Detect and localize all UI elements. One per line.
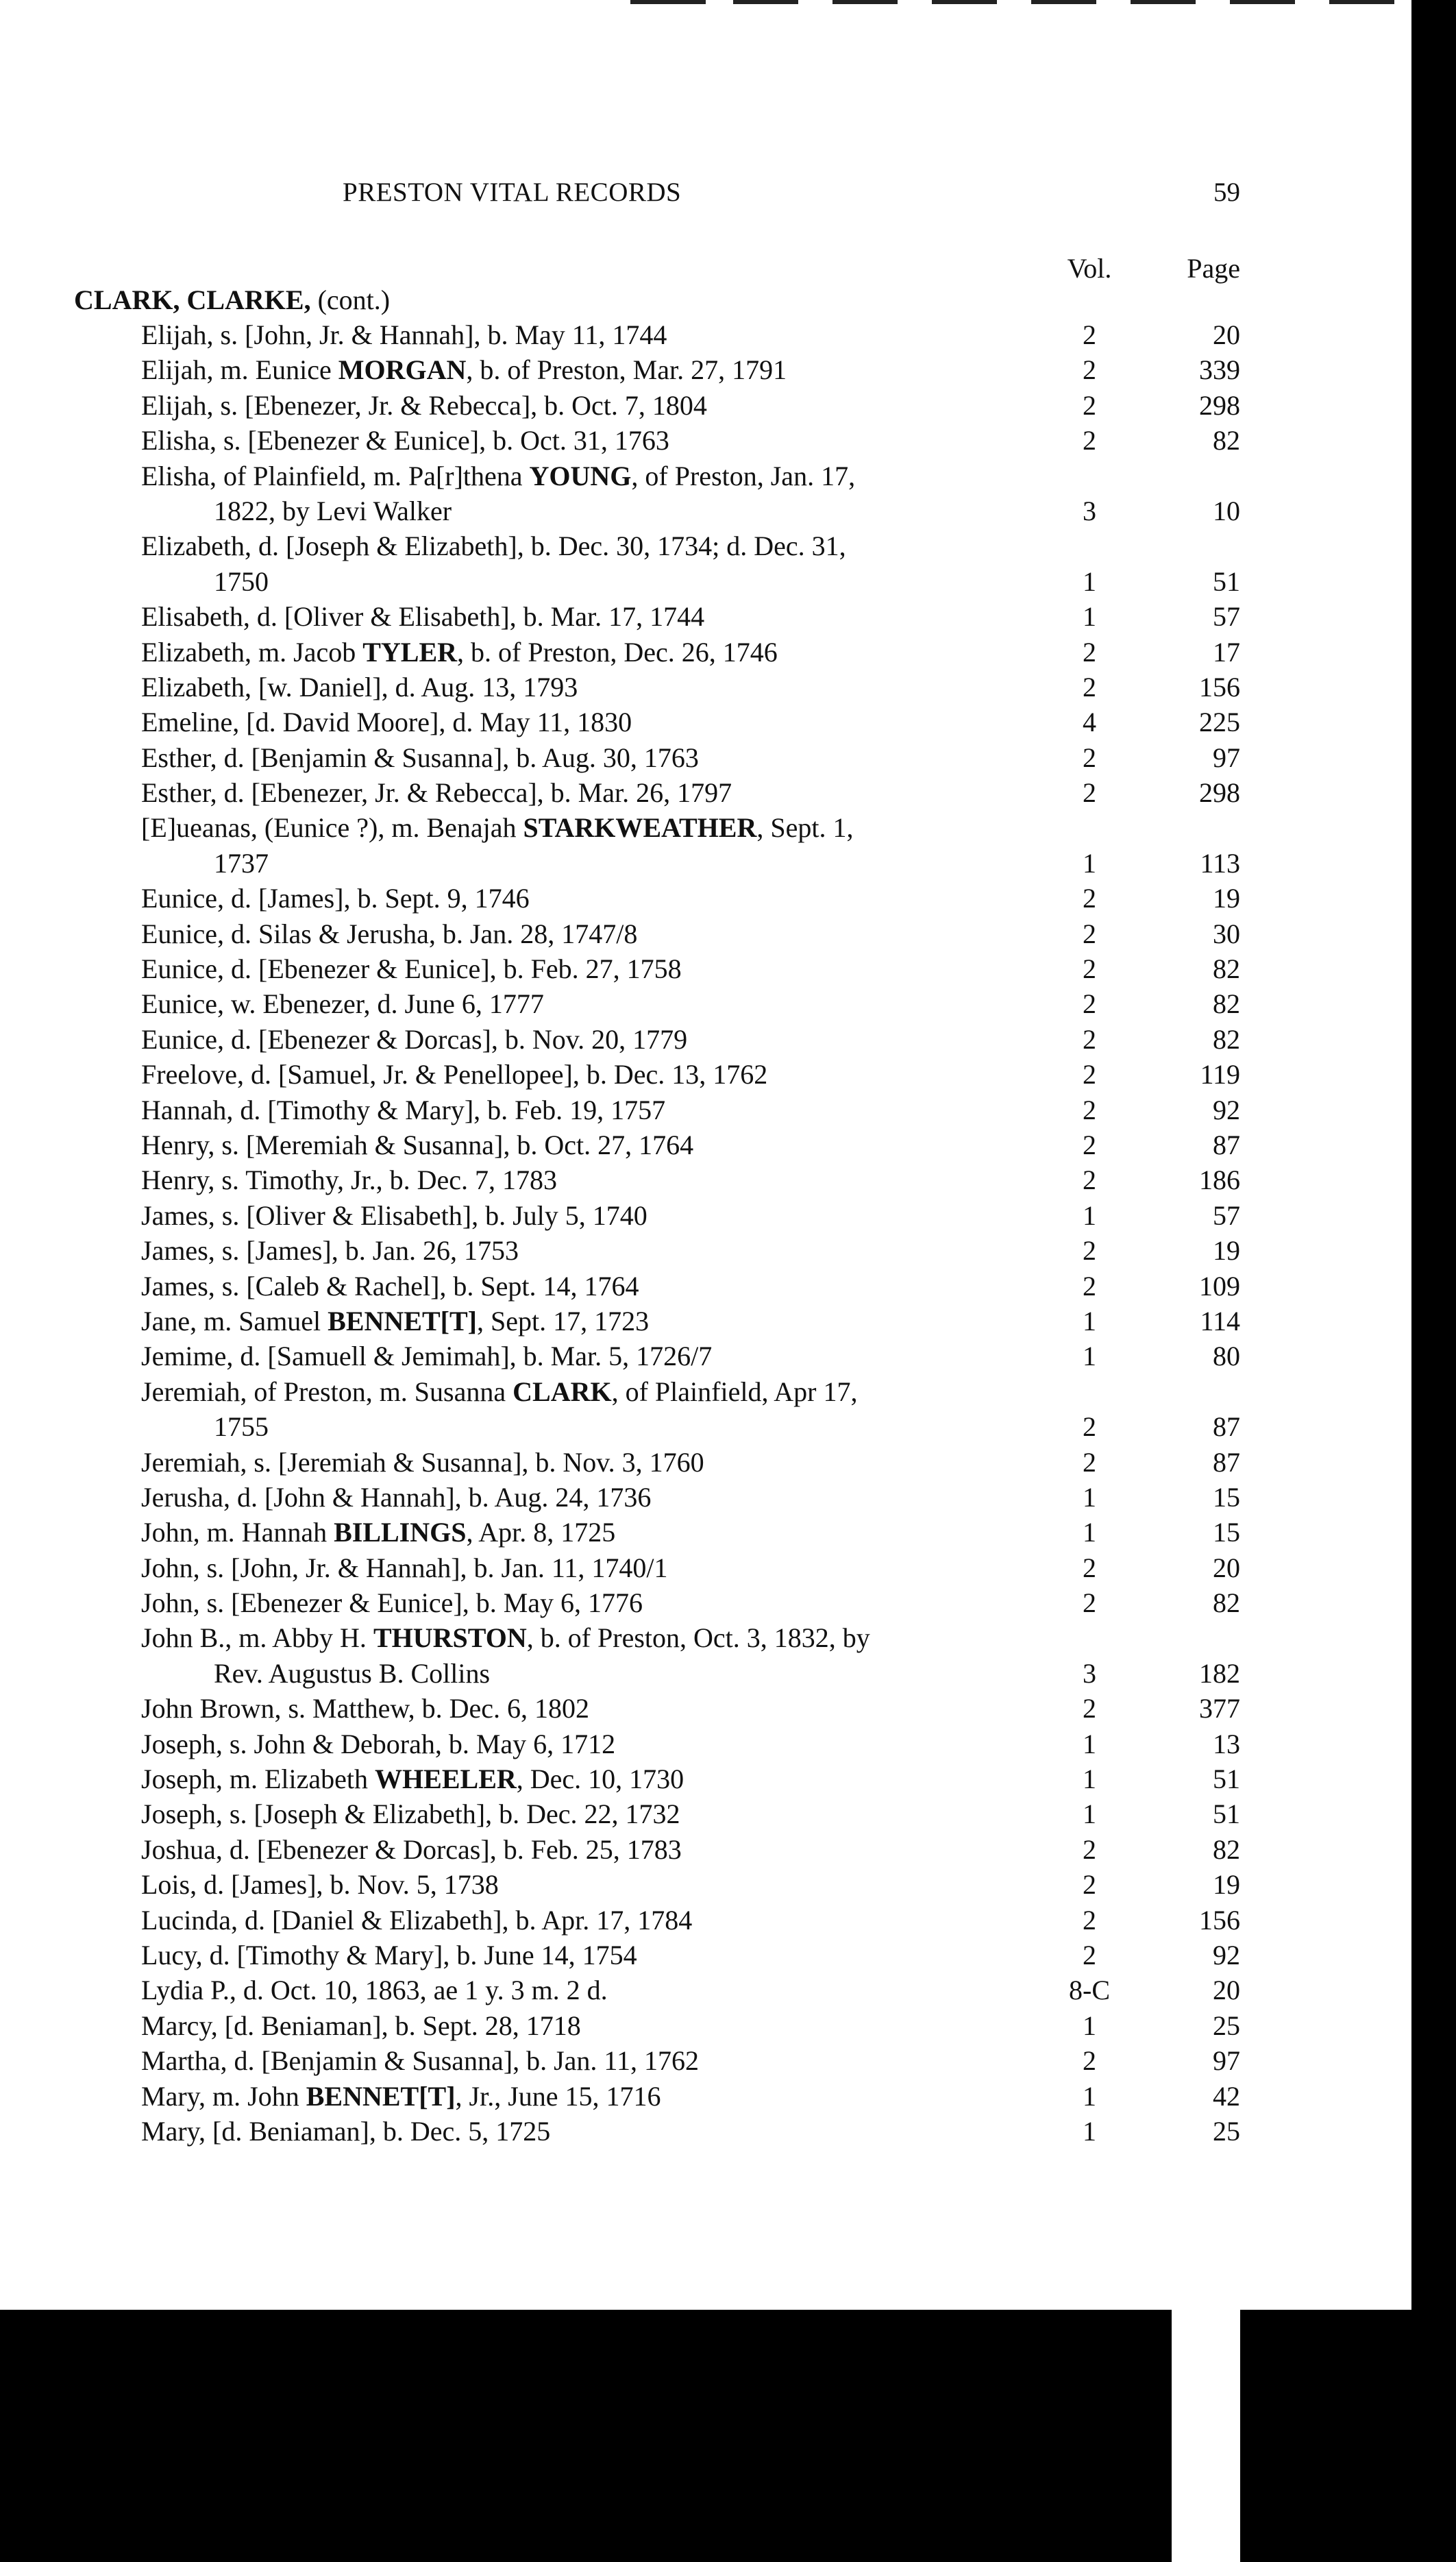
record-text: Jeremiah, of Preston, m. Susanna CLARK, of Plainfield, Apr 17, — [141, 1376, 858, 1407]
record-text: 1755 — [214, 1411, 269, 1443]
record-entry — [0, 881, 1411, 916]
record-text: Lydia P., d. Oct. 10, 1863, ae 1 y. 3 m. 2 d. — [141, 1975, 608, 2006]
spouse-surname: STARKWEATHER — [523, 812, 757, 844]
record-entry — [0, 599, 1411, 634]
record-volume: 1 — [1083, 1199, 1096, 1231]
record-entry — [0, 1233, 1411, 1268]
spouse-surname: BENNET[T] — [328, 1305, 477, 1337]
record-text: Eunice, d. [Ebenezer & Dorcas], b. Nov. 20, 1779 — [141, 1023, 688, 1055]
record-volume: 1 — [1083, 847, 1096, 879]
record-page: 92 — [1213, 1094, 1240, 1125]
page-number: 59 — [1213, 178, 1240, 207]
record-text: Esther, d. [Ebenezer, Jr. & Rebecca], b. Mar. 26, 1797 — [141, 777, 732, 809]
record-page: 82 — [1213, 953, 1240, 985]
record-text: Elizabeth, d. [Joseph & Elizabeth], b. Dec. 30, 1734; d. Dec. 31, — [141, 530, 846, 562]
record-entry — [0, 1832, 1411, 1867]
record-entry — [0, 986, 1411, 1021]
record-volume: 2 — [1083, 389, 1096, 421]
record-text: Elijah, m. Eunice MORGAN, b. of Preston, Mar. 27, 1791 — [141, 354, 787, 386]
record-volume: 2 — [1083, 671, 1096, 703]
record-volume: 2 — [1083, 1552, 1096, 1583]
record-entry — [0, 635, 1411, 670]
record-volume: 2 — [1083, 1235, 1096, 1267]
spouse-surname: BENNET[T] — [306, 2080, 456, 2112]
record-page: 57 — [1213, 1199, 1240, 1231]
record-page: 82 — [1213, 988, 1240, 1020]
record-volume: 2 — [1083, 354, 1096, 386]
record-page: 82 — [1213, 1023, 1240, 1055]
record-page: 17 — [1213, 636, 1240, 668]
record-volume: 1 — [1083, 1517, 1096, 1548]
spouse-surname: CLARK — [513, 1376, 612, 1407]
record-volume: 1 — [1083, 1798, 1096, 1830]
record-page: 298 — [1199, 389, 1240, 421]
record-page: 82 — [1213, 1833, 1240, 1865]
record-entry — [0, 317, 1411, 352]
scan-artifact — [1230, 0, 1295, 4]
record-page: 87 — [1213, 1129, 1240, 1160]
surname-name: CLARK, CLARKE, — [74, 284, 311, 315]
record-volume: 2 — [1083, 777, 1096, 809]
record-page: 51 — [1213, 1798, 1240, 1830]
record-text: Joseph, m. Elizabeth WHEELER, Dec. 10, 1730 — [141, 1764, 684, 1795]
record-volume: 2 — [1083, 1904, 1096, 1936]
record-text: James, s. [Caleb & Rachel], b. Sept. 14, 1764 — [141, 1270, 639, 1302]
record-text: 1822, by Levi Walker — [214, 495, 452, 526]
record-entry — [0, 810, 1411, 881]
record-volume: 2 — [1083, 1270, 1096, 1302]
scan-artifact — [1329, 0, 1394, 4]
record-text: Henry, s. Timothy, Jr., b. Dec. 7, 1783 — [141, 1164, 558, 1196]
record-entry — [0, 1057, 1411, 1092]
record-volume: 2 — [1083, 1833, 1096, 1865]
record-page: 156 — [1199, 1904, 1240, 1936]
record-page: 298 — [1199, 777, 1240, 809]
record-text: 1750 — [214, 565, 269, 597]
record-page: 20 — [1213, 1975, 1240, 2006]
record-text: Elizabeth, m. Jacob TYLER, b. of Preston, Dec. 26, 1746 — [141, 636, 778, 668]
record-entry — [0, 1162, 1411, 1197]
record-text: Freelove, d. [Samuel, Jr. & Penellopee], b. Dec. 13, 1762 — [141, 1059, 768, 1090]
record-entry — [0, 1796, 1411, 1831]
scan-artifact — [733, 0, 798, 4]
record-page: 42 — [1213, 2080, 1240, 2112]
record-volume: 2 — [1083, 1129, 1096, 1160]
scan-artifact — [630, 0, 706, 4]
record-text: [E]ueanas, (Eunice ?), m. Benajah STARKWEATHER, Sept. 1, — [141, 812, 854, 844]
record-page: 113 — [1200, 847, 1240, 879]
record-entry — [0, 1269, 1411, 1304]
record-text: Elisabeth, d. [Oliver & Elisabeth], b. Mar. 17, 1744 — [141, 601, 705, 633]
record-volume: 1 — [1083, 2115, 1096, 2147]
record-text: Jerusha, d. [John & Hannah], b. Aug. 24, 1736 — [141, 1481, 652, 1513]
record-text: Joseph, s. [Joseph & Elizabeth], b. Dec. 22, 1732 — [141, 1798, 680, 1830]
record-entry — [0, 2114, 1411, 2149]
record-volume: 3 — [1083, 495, 1096, 526]
record-list — [0, 317, 1411, 2149]
record-volume: 8-C — [1069, 1975, 1110, 2006]
record-volume: 2 — [1083, 953, 1096, 985]
record-text: Hannah, d. [Timothy & Mary], b. Feb. 19, 1757 — [141, 1094, 666, 1125]
record-entry — [0, 916, 1411, 951]
record-text: John Brown, s. Matthew, b. Dec. 6, 1802 — [141, 1693, 590, 1724]
record-page: 19 — [1213, 883, 1240, 914]
record-text: Martha, d. [Benjamin & Susanna], b. Jan. 11, 1762 — [141, 2045, 699, 2077]
record-volume: 1 — [1083, 1341, 1096, 1372]
record-page: 377 — [1199, 1693, 1240, 1724]
record-entry — [0, 1550, 1411, 1585]
record-volume: 1 — [1083, 2080, 1096, 2112]
record-page: 25 — [1213, 2115, 1240, 2147]
record-text: John, s. [Ebenezer & Eunice], b. May 6, 1776 — [141, 1587, 643, 1619]
record-page: 225 — [1199, 707, 1240, 738]
record-page: 57 — [1213, 601, 1240, 633]
record-text: Mary, m. John BENNET[T], Jr., June 15, 1716 — [141, 2080, 661, 2112]
running-header-title: PRESTON VITAL RECORDS — [343, 178, 682, 207]
record-entry — [0, 1727, 1411, 1761]
record-text: Esther, d. [Benjamin & Susanna], b. Aug. 30, 1763 — [141, 742, 699, 773]
record-entry — [0, 1515, 1411, 1550]
record-volume: 2 — [1083, 1059, 1096, 1090]
record-entry — [0, 1445, 1411, 1480]
record-entry — [0, 670, 1411, 705]
record-volume: 2 — [1083, 1693, 1096, 1724]
record-text: Joseph, s. John & Deborah, b. May 6, 1712 — [141, 1728, 616, 1759]
scan-artifact — [1131, 0, 1196, 4]
record-page: 80 — [1213, 1341, 1240, 1372]
record-text: Mary, [d. Beniaman], b. Dec. 5, 1725 — [141, 2115, 551, 2147]
record-volume: 2 — [1083, 883, 1096, 914]
record-page: 13 — [1213, 1728, 1240, 1759]
spouse-surname: THURSTON — [373, 1622, 527, 1654]
record-volume: 3 — [1083, 1657, 1096, 1689]
record-entry — [0, 1691, 1411, 1726]
record-page: 92 — [1213, 1939, 1240, 1971]
scan-artifact — [832, 0, 898, 4]
record-entry — [0, 1620, 1411, 1691]
record-entry — [0, 1304, 1411, 1339]
record-page: 119 — [1200, 1059, 1240, 1090]
record-page: 15 — [1213, 1517, 1240, 1548]
record-page: 25 — [1213, 2010, 1240, 2041]
record-entry — [0, 1938, 1411, 1973]
record-text: Lucinda, d. [Daniel & Elizabeth], b. Apr. 17, 1784 — [141, 1904, 693, 1936]
record-page: 19 — [1213, 1869, 1240, 1901]
record-entry — [0, 951, 1411, 986]
record-text: Henry, s. [Meremiah & Susanna], b. Oct. 27, 1764 — [141, 1129, 694, 1160]
column-header-vol: Vol. — [1067, 253, 1112, 284]
record-volume: 1 — [1083, 2010, 1096, 2041]
record-entry — [0, 459, 1411, 529]
record-page: 156 — [1199, 671, 1240, 703]
record-volume: 1 — [1083, 1305, 1096, 1337]
record-entry — [0, 775, 1411, 810]
record-page: 20 — [1213, 319, 1240, 350]
record-volume: 2 — [1083, 1411, 1096, 1443]
record-text: Eunice, w. Ebenezer, d. June 6, 1777 — [141, 988, 544, 1020]
spouse-surname: WHEELER — [375, 1764, 517, 1795]
record-entry — [0, 1585, 1411, 1620]
record-text: Rev. Augustus B. Collins — [214, 1657, 491, 1689]
record-volume: 2 — [1083, 2045, 1096, 2077]
record-page: 87 — [1213, 1446, 1240, 1478]
record-page: 82 — [1213, 425, 1240, 456]
record-text: Elizabeth, [w. Daniel], d. Aug. 13, 1793 — [141, 671, 578, 703]
record-entry — [0, 528, 1411, 599]
surname-suffix: (cont.) — [317, 284, 391, 315]
record-entry — [0, 1761, 1411, 1796]
record-volume: 2 — [1083, 425, 1096, 456]
record-text: Joshua, d. [Ebenezer & Dorcas], b. Feb. 25, 1783 — [141, 1833, 682, 1865]
scan-artifact — [932, 0, 997, 4]
record-volume: 2 — [1083, 1446, 1096, 1478]
record-volume: 1 — [1083, 1481, 1096, 1513]
record-entry — [0, 1022, 1411, 1057]
record-page: 97 — [1213, 2045, 1240, 2077]
record-text: John B., m. Abby H. THURSTON, b. of Preston, Oct. 3, 1832, by — [141, 1622, 870, 1654]
record-entry — [0, 1339, 1411, 1374]
record-entry — [0, 1127, 1411, 1162]
record-page: 82 — [1213, 1587, 1240, 1619]
record-page: 109 — [1199, 1270, 1240, 1302]
record-page: 51 — [1213, 1764, 1240, 1795]
record-volume: 2 — [1083, 918, 1096, 949]
record-volume: 2 — [1083, 1587, 1096, 1619]
record-text: Lucy, d. [Timothy & Mary], b. June 14, 1754 — [141, 1939, 637, 1971]
record-volume: 2 — [1083, 319, 1096, 350]
record-page: 114 — [1200, 1305, 1240, 1337]
record-text: Jane, m. Samuel BENNET[T], Sept. 17, 1723 — [141, 1305, 650, 1337]
record-text: John, s. [John, Jr. & Hannah], b. Jan. 11, 1740/1 — [141, 1552, 668, 1583]
record-volume: 2 — [1083, 742, 1096, 773]
record-entry — [0, 1903, 1411, 1938]
record-page: 15 — [1213, 1481, 1240, 1513]
record-entry — [0, 1480, 1411, 1515]
spouse-surname: BILLINGS — [334, 1517, 467, 1548]
record-volume: 2 — [1083, 988, 1096, 1020]
record-volume: 4 — [1083, 707, 1096, 738]
record-text: Lois, d. [James], b. Nov. 5, 1738 — [141, 1869, 499, 1901]
record-volume: 2 — [1083, 636, 1096, 668]
scan-artifact — [1031, 0, 1096, 4]
record-volume: 2 — [1083, 1869, 1096, 1901]
record-entry — [0, 388, 1411, 423]
record-text: James, s. [Oliver & Elisabeth], b. July 5, 1740 — [141, 1199, 647, 1231]
record-text: Marcy, [d. Beniaman], b. Sept. 28, 1718 — [141, 2010, 581, 2041]
record-page: 10 — [1213, 495, 1240, 526]
record-page: 97 — [1213, 742, 1240, 773]
record-text: Eunice, d. [James], b. Sept. 9, 1746 — [141, 883, 530, 914]
record-volume: 1 — [1083, 565, 1096, 597]
record-page: 30 — [1213, 918, 1240, 949]
record-text: Jeremiah, s. [Jeremiah & Susanna], b. Nov. 3, 1760 — [141, 1446, 704, 1478]
record-entry — [0, 2043, 1411, 2078]
record-entry — [0, 1374, 1411, 1445]
record-page: 51 — [1213, 565, 1240, 597]
record-text: Eunice, d. Silas & Jerusha, b. Jan. 28, 1747/8 — [141, 918, 638, 949]
record-text: Emeline, [d. David Moore], d. May 11, 1830 — [141, 707, 632, 738]
record-page: 182 — [1199, 1657, 1240, 1689]
record-text: Elisha, s. [Ebenezer & Eunice], b. Oct. 31, 1763 — [141, 425, 669, 456]
record-page: 186 — [1199, 1164, 1240, 1196]
surname-heading — [74, 284, 390, 316]
record-page: 19 — [1213, 1235, 1240, 1267]
record-volume: 2 — [1083, 1939, 1096, 1971]
record-volume: 1 — [1083, 1764, 1096, 1795]
record-entry — [0, 2079, 1411, 2114]
record-volume: 2 — [1083, 1164, 1096, 1196]
record-text: Elisha, of Plainfield, m. Pa[r]thena YOUNG, of Preston, Jan. 17, — [141, 460, 856, 491]
record-volume: 2 — [1083, 1094, 1096, 1125]
record-text: 1737 — [214, 847, 269, 879]
record-text: John, m. Hannah BILLINGS, Apr. 8, 1725 — [141, 1517, 616, 1548]
record-text: James, s. [James], b. Jan. 26, 1753 — [141, 1235, 519, 1267]
record-text: Elijah, s. [Ebenezer, Jr. & Rebecca], b. Oct. 7, 1804 — [141, 389, 707, 421]
record-entry — [0, 1093, 1411, 1127]
record-volume: 2 — [1083, 1023, 1096, 1055]
spouse-surname: TYLER — [362, 636, 458, 668]
record-text: Elijah, s. [John, Jr. & Hannah], b. May 11, 1744 — [141, 319, 667, 350]
record-volume: 1 — [1083, 601, 1096, 633]
spouse-surname: MORGAN — [338, 354, 467, 386]
spouse-surname: YOUNG — [529, 460, 632, 491]
record-entry — [0, 740, 1411, 775]
record-entry — [0, 1198, 1411, 1233]
record-entry — [0, 705, 1411, 740]
column-header-page: Page — [1172, 252, 1240, 2562]
record-entry — [0, 2008, 1411, 2043]
record-page: 87 — [1213, 1411, 1240, 1443]
record-page: 20 — [1213, 1552, 1240, 1583]
record-entry — [0, 1973, 1411, 2008]
record-entry — [0, 352, 1411, 387]
record-text: Jemime, d. [Samuell & Jemimah], b. Mar. 5, 1726/7 — [141, 1341, 713, 1372]
record-entry — [0, 1867, 1411, 1902]
record-text: Eunice, d. [Ebenezer & Eunice], b. Feb. 27, 1758 — [141, 953, 682, 985]
record-page: 339 — [1199, 354, 1240, 386]
record-volume: 1 — [1083, 1728, 1096, 1759]
record-entry — [0, 423, 1411, 458]
